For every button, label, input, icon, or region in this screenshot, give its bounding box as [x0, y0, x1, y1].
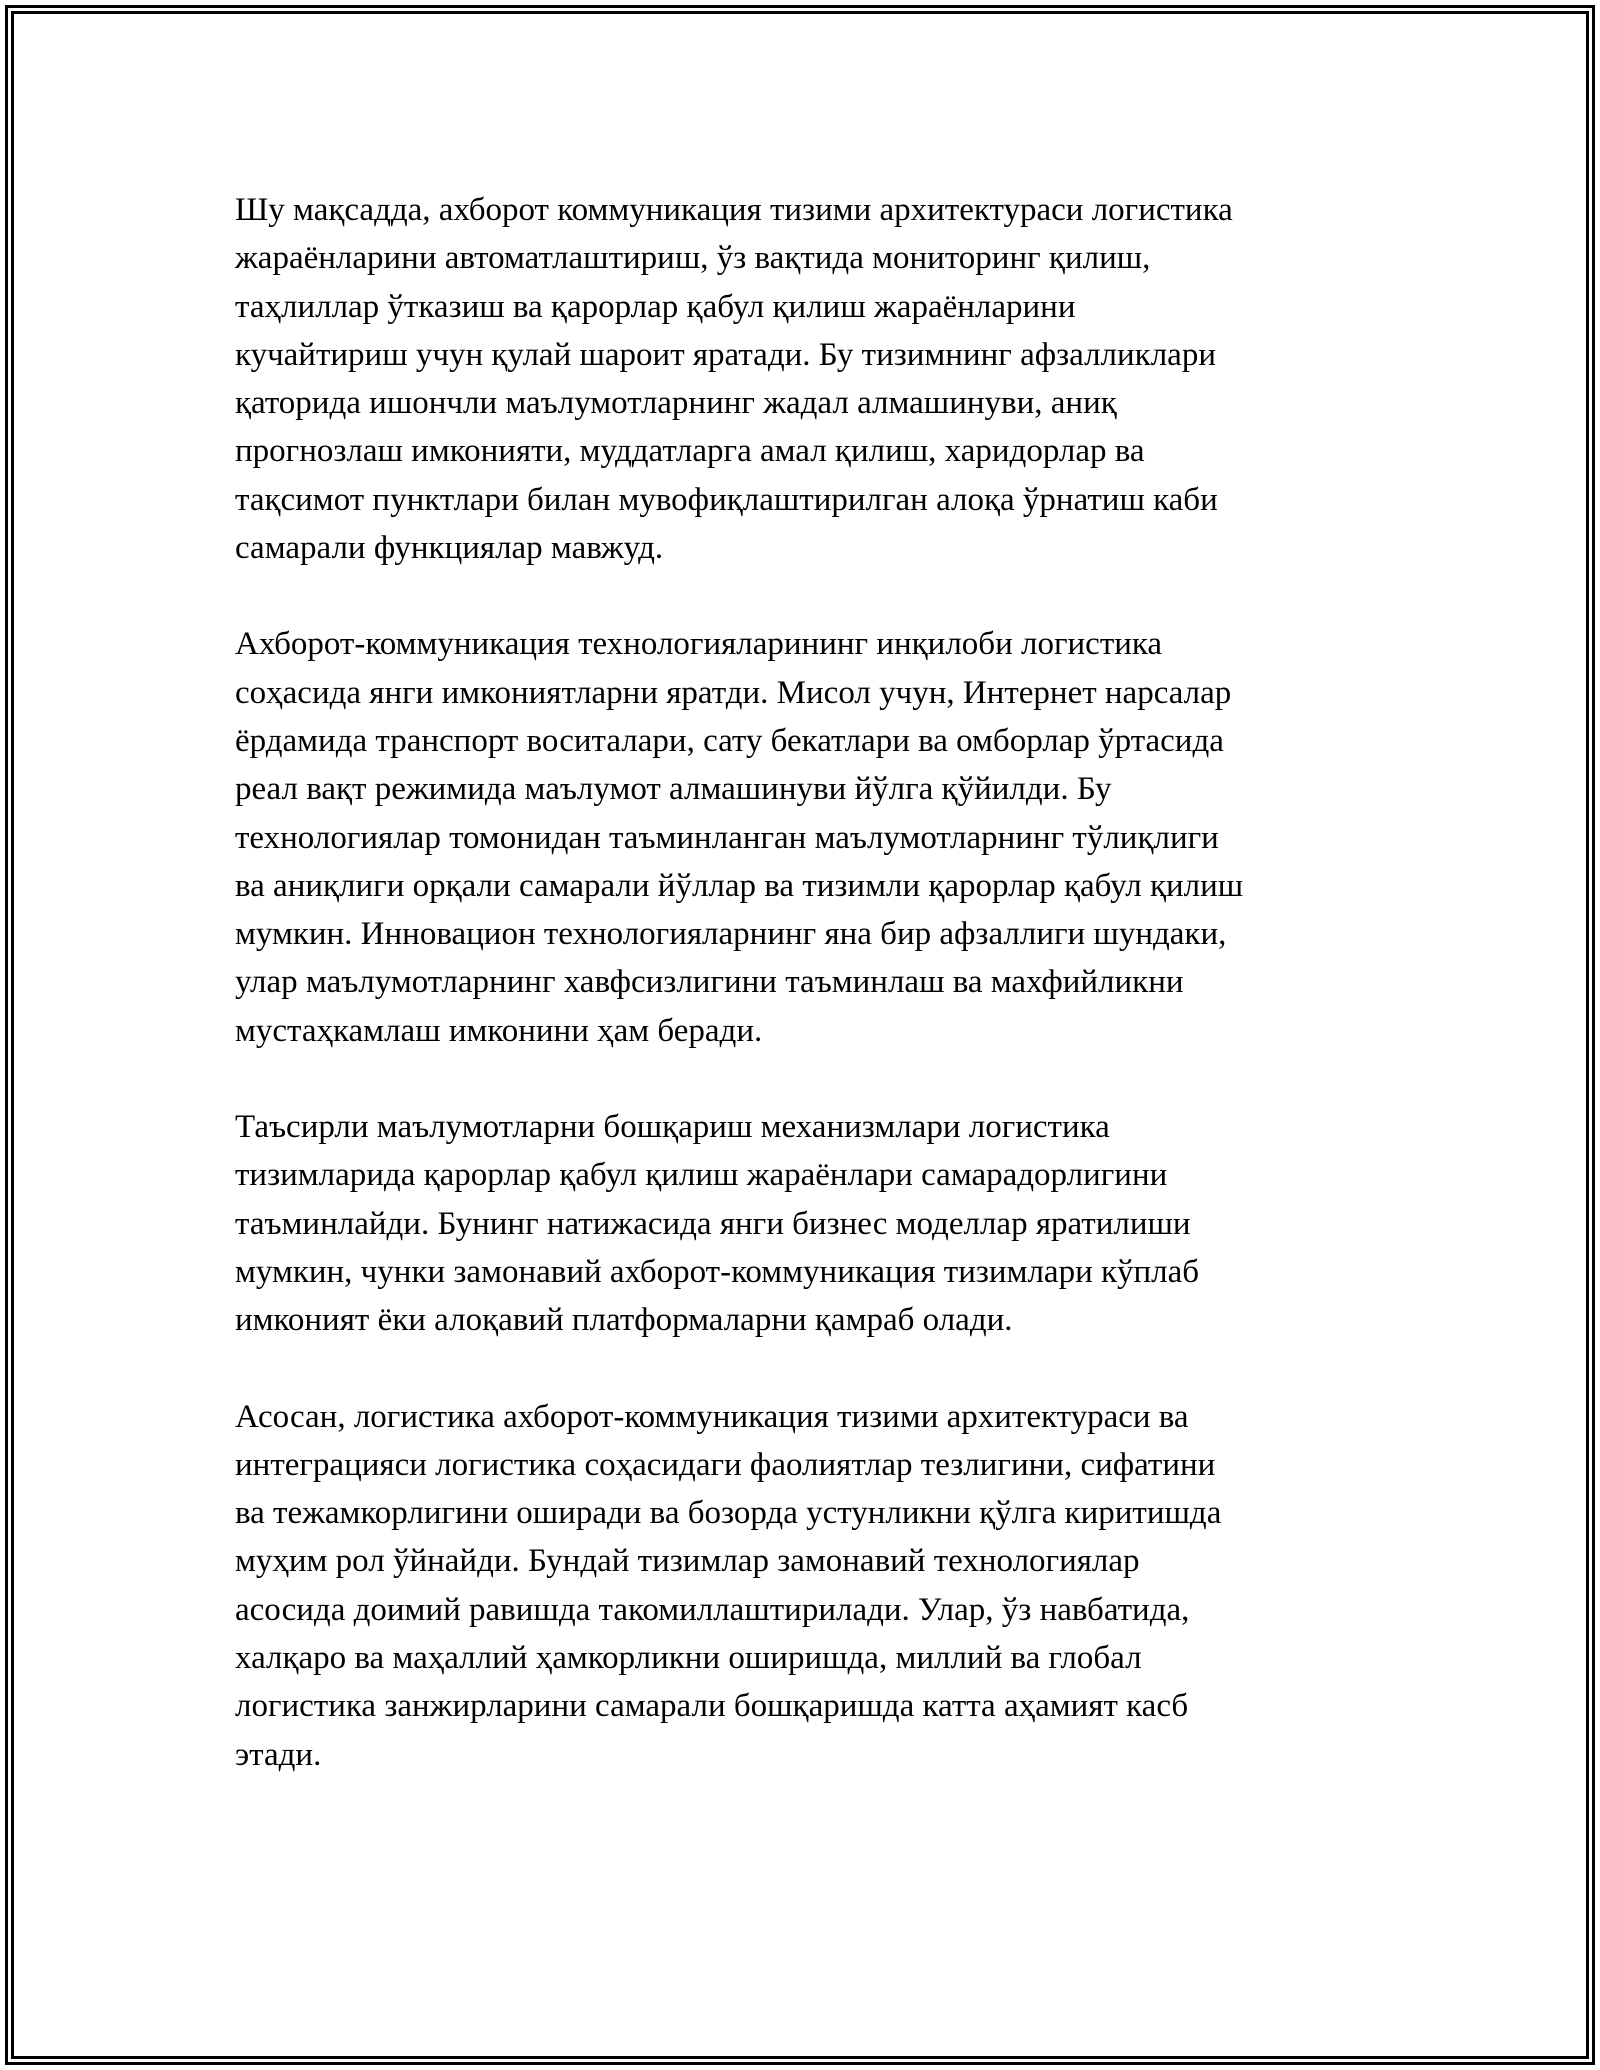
paragraph-1: Шу мақсадда, ахборот коммуникация тизими архитектураси логистика жараёнларини автоматлаштириш, ўз вақтида мониторинг қилиш, таҳлиллар ўтказиш ва қарорлар қабул қилиш жараёнларини кучайтириш учун қулай шароит яратади. Бу тизимнинг афзалликлари қаторида ишончли маълумотларнинг жадал алмашинуви, аниқ прогнозлаш имконияти, муддатларга амал қилиш, харидорлар ва тақсимот пунктлари билан мувофиқлаштирилган алоқа ўрнатиш каби самарали функциялар мавжуд.	[235, 192, 1233, 567]
paragraph-3: Таъсирли маълумотларни бошқариш механизмлари логистика тизимларида қарорлар қабул қилиш жараёнлари самарадорлигини таъминлайди. Бунинг натижасида янги бизнес моделлар яратилиши мумкин, чунки замонавий ахборот-коммуникация тизимлари кўплаб имконият ёки алоқавий платформаларни қамраб олади.	[235, 1109, 1200, 1339]
paragraph-2: Ахборот-коммуникация технологияларининг инқилоби логистика соҳасида янги имкониятларни яратди. Мисол учун, Интернет нарсалар ёрдамида транспорт воситалари, сату бекатлари ва омборлар ўртасида реал вақт режимида маълумот алмашинуви йўлга қўйилди. Бу технологиялар томонидан таъминланган маълумотларнинг тўлиқлиги ва аниқлиги орқали самарали йўллар ва тизимли қарорлар қабул қилиш мумкин. Инновацион технологияларнинг яна бир афзаллиги шундаки, улар маълумотларнинг хавфсизлигини таъминлаш ва махфийликни мустаҳкамлаш имконини ҳам беради.	[235, 626, 1244, 1049]
paragraph-4: Асосан, логистика ахборот-коммуникация тизими архитектураси ва интеграцияси логистика соҳасидаги фаолиятлар тезлигини, сифатини ва тежамкорлигини оширади ва бозорда устунликни қўлга киритишда муҳим рол ўйнайди. Бундай тизимлар замонавий технологиялар асосида доимий равишда такомиллаштирилади. Улар, ўз навбатида, халқаро ва маҳаллий ҳамкорликни оширишда, миллий ва глобал логистика занжирларини самарали бошқаришда катта аҳамият касб этади.	[235, 1398, 1222, 1773]
document-body	[235, 186, 1370, 1827]
